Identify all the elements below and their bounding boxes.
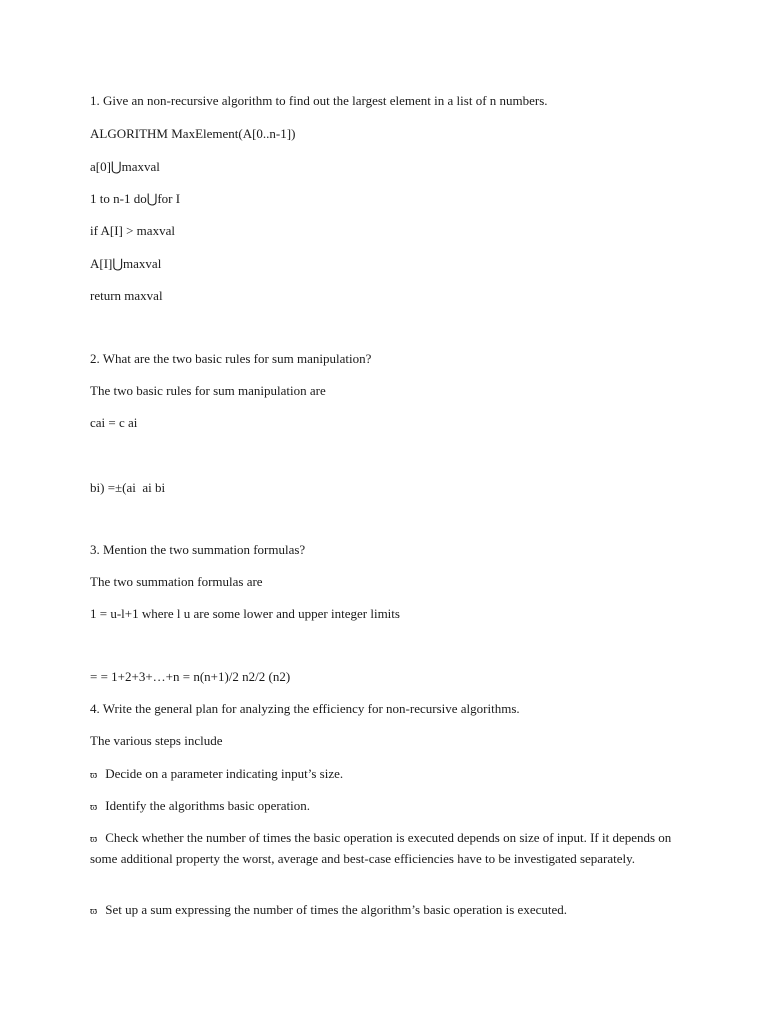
answer-3-intro: The two summation formulas are bbox=[90, 574, 263, 589]
algorithm-line: return maxval bbox=[90, 288, 163, 303]
question-4: 4. Write the general plan for analyzing the efficiency for non-recursive algorithms. bbox=[90, 701, 520, 716]
step-item bbox=[90, 828, 680, 869]
bullet-icon: ϖ bbox=[90, 905, 98, 917]
sum-rule-1: cai = c ai bbox=[90, 415, 138, 430]
step-text: Identify the algorithms basic operation. bbox=[105, 798, 310, 813]
question-2: 2. What are the two basic rules for sum manipulation? bbox=[90, 351, 372, 366]
summation-formula-2: = = 1+2+3+…+n = n(n+1)/2 n2/2 (n2) bbox=[90, 669, 291, 684]
summation-formula-1: 1 = u-l+1 where l u are some lower and upper integer limits bbox=[90, 606, 400, 621]
answer-2-intro: The two basic rules for sum manipulation are bbox=[90, 383, 326, 398]
answer-4-intro: The various steps include bbox=[90, 733, 223, 748]
step-text: Check whether the number of times the basic operation is executed depends on size of input. If it depends on some additional property the worst, average and best-case efficiencies have to be investigated separately. bbox=[90, 830, 672, 866]
step-text: Set up a sum expressing the number of times the algorithm’s basic operation is executed. bbox=[105, 902, 568, 917]
algorithm-line: A[I]⋃maxval bbox=[90, 256, 162, 271]
algorithm-line: 1 to n-1 do⋃for I bbox=[90, 191, 181, 206]
algorithm-header: ALGORITHM MaxElement(A[0..n-1]) bbox=[90, 126, 296, 141]
step-item bbox=[90, 767, 343, 782]
sum-rule-2: bi) =±(ai ai bi bbox=[90, 480, 166, 495]
question-1: 1. Give an non-recursive algorithm to find out the largest element in a list of n numbers. bbox=[90, 93, 548, 108]
algorithm-line: if A[I] > maxval bbox=[90, 223, 175, 238]
step-item bbox=[90, 799, 310, 814]
question-3: 3. Mention the two summation formulas? bbox=[90, 542, 306, 557]
bullet-icon: ϖ bbox=[90, 833, 98, 845]
step-item bbox=[90, 903, 567, 918]
bullet-icon: ϖ bbox=[90, 801, 98, 813]
step-text: Decide on a parameter indicating input’s size. bbox=[105, 766, 344, 781]
bullet-icon: ϖ bbox=[90, 769, 98, 781]
algorithm-line: a[0]⋃maxval bbox=[90, 159, 160, 174]
